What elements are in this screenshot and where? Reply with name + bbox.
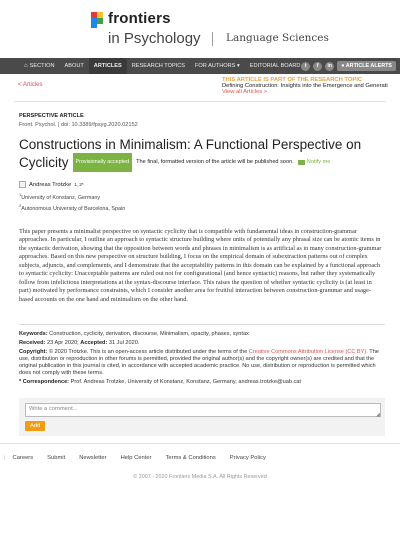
accepted-label: Accepted:	[80, 340, 108, 346]
affiliation-text: Autonomous University of Barcelona, Spain	[21, 206, 126, 213]
divider	[19, 324, 385, 325]
keywords-value: Construction, cyclicity, derivation, discourse, Minimalism, opacity, phases, syntax	[49, 331, 249, 337]
footer-link-privacy[interactable]: Privacy Policy	[229, 455, 266, 461]
main-nav	[0, 58, 400, 74]
footer-link-newsletter[interactable]: Newsletter	[79, 455, 107, 461]
twitter-icon[interactable]: t	[301, 62, 310, 71]
subbar	[0, 74, 400, 101]
article	[19, 113, 385, 304]
frontiers-logo-icon[interactable]	[91, 12, 105, 28]
brand-name[interactable]: frontiers	[108, 10, 171, 27]
nav-item-about[interactable]: ABOUT	[64, 63, 84, 69]
copyright-text: © 2020 Trotzke. This is an open-access article distributed under the terms of the	[48, 349, 249, 355]
affiliation-item	[19, 202, 385, 213]
author-name[interactable]: Andreas Trotzke	[29, 181, 72, 188]
research-topic-box	[222, 77, 400, 95]
article-meta	[19, 331, 385, 388]
author-affiliation-sup: 1, 2*	[74, 182, 84, 187]
nav-right-group	[301, 61, 396, 71]
author-list	[19, 181, 385, 188]
received-label: Received:	[19, 340, 46, 346]
affiliations	[19, 191, 385, 214]
footer-link-terms[interactable]: Terms & Conditions	[165, 455, 216, 461]
received-value: 23 Apr 2020;	[47, 340, 79, 346]
mail-icon	[298, 160, 305, 165]
footer-link-help-center[interactable]: Help Center	[120, 455, 152, 461]
affiliation-number: 2	[19, 203, 22, 209]
section-name[interactable]: Language Sciences	[226, 32, 329, 44]
footer-separator: |	[4, 455, 6, 461]
facebook-icon[interactable]: f	[313, 62, 322, 71]
linkedin-icon[interactable]: in	[325, 62, 334, 71]
copyright	[19, 349, 385, 377]
abstract-text: This paper presents a minimalist perspective on syntactic cyclicity that is compatible with fundamental ideas in construction-grammar approaches. In particular, I outline an approach to syntactic structure building where units of potentially any phrasal size can be atomic items in the syntactic derivation, showing that the opposition between words and phrases in minimalism is as artificial as in many construction-grammar approaches. Based on this new perspective on structure building, I focus on the empirical domain of subextraction patterns out of complex subjects, adjuncts, and complements, and I demonstrate that the acceptability patterns in this domain can be explained by a functional approach to syntactic cyclicity: Unacceptable patterns are ruled out not for configurational (and hence syntactic) reasons, but rather they systematically follow from infelicitous interpretations at the syntax-discourse interface. This raises the question of whether syntactic cyclicity is (at least in part) motivated by performance constraints, which I consider another area for fruitful interaction between construction-grammar and usage-based accounts on the one hand and minimalism on the other hand.	[19, 227, 382, 303]
article-citation: Front. Psychol. | doi: 10.3389/fpsyg.2020.02152	[19, 122, 138, 128]
footer-links	[0, 455, 400, 461]
title-line-1: Constructions in Minimalism: A Functional Perspective on	[19, 137, 362, 152]
footer-link-submit[interactable]: Submit	[47, 455, 66, 461]
divider	[14, 101, 386, 102]
final-version-note: The final, formatted version of the article will be published soon.	[136, 159, 294, 165]
correspondence-value: Prof. Andreas Trotzke, University of Konstanz, Konstanz, Germany, andreas.trotzke@uab.cat	[70, 379, 301, 385]
resize-handle-icon[interactable]: ◢	[376, 412, 380, 418]
notify-me-label: Notify me	[306, 159, 331, 165]
nav-item-research-topics[interactable]: RESEARCH TOPICS	[131, 63, 186, 69]
nav-item-editorial-board[interactable]: EDITORIAL BOARD	[249, 63, 301, 69]
copyright-text-rest: The use, distribution or reproduction in other forums is permitted, provided the original author(s) and the copyright owner(s) are credited and that the original publication in this journal is cited, in accordance with accepted academic practice. No use, distribution or reproduction is permitted which does not comply with these terms.	[19, 349, 379, 376]
view-all-articles-link[interactable]: View all Articles >	[222, 89, 268, 95]
nav-item-label: FOR AUTHORS	[195, 63, 236, 69]
article-title	[19, 136, 385, 172]
correspondence	[19, 379, 385, 386]
home-icon: ⌂	[24, 63, 28, 69]
nav-item-articles[interactable]: ARTICLES	[89, 58, 127, 74]
nav-item-section[interactable]	[0, 58, 60, 74]
footer-link-careers[interactable]: Careers	[12, 455, 34, 461]
author-checkbox-icon[interactable]	[19, 181, 26, 188]
nav-item-for-authors[interactable]	[190, 58, 245, 74]
title-line-2: Cyclicity	[19, 155, 69, 170]
comment-input[interactable]: Write a comment...	[25, 403, 381, 417]
journal-name[interactable]: in Psychology	[108, 30, 201, 47]
correspondence-label: * Correspondence:	[19, 379, 70, 385]
notify-me-link[interactable]	[298, 154, 331, 171]
research-topic-label: THIS ARTICLE IS PART OF THE RESEARCH TOPIC	[222, 77, 362, 83]
provisionally-accepted-badge: Provisionally accepted	[73, 153, 133, 172]
dates	[19, 340, 385, 347]
affiliation-number: 1	[19, 192, 22, 197]
chevron-down-icon: ▾	[236, 63, 240, 69]
affiliation-text: University of Konstanz, Germany	[21, 194, 101, 201]
copyright-label: Copyright:	[19, 349, 48, 355]
site-header	[0, 0, 400, 58]
user-icon: ●	[341, 63, 345, 69]
header-divider	[212, 32, 213, 46]
comment-box	[19, 398, 385, 436]
nav-item-label: SECTION	[29, 63, 55, 69]
footer-divider	[0, 443, 400, 444]
article-type: PERSPECTIVE ARTICLE	[19, 113, 84, 119]
keywords-label: Keywords:	[19, 331, 48, 337]
add-comment-button[interactable]: Add	[25, 421, 45, 431]
article-alerts-button[interactable]	[337, 61, 396, 71]
title-row	[19, 153, 385, 172]
footer-copyright: © 2007 - 2020 Frontiers Media S.A. All Rights Reserved	[133, 474, 267, 480]
back-to-articles-link[interactable]: < Articles	[18, 82, 43, 88]
accepted-value: 31 Jul 2020.	[108, 340, 140, 346]
affiliation-item	[19, 191, 385, 202]
keywords	[19, 331, 385, 338]
research-topic-title[interactable]: Defining Construction: Insights into the Emergence and Generati	[222, 83, 388, 89]
license-link[interactable]: Creative Commons Attribution License (CC BY).	[248, 349, 368, 355]
article-alerts-label: ARTICLE ALERTS	[345, 63, 392, 69]
